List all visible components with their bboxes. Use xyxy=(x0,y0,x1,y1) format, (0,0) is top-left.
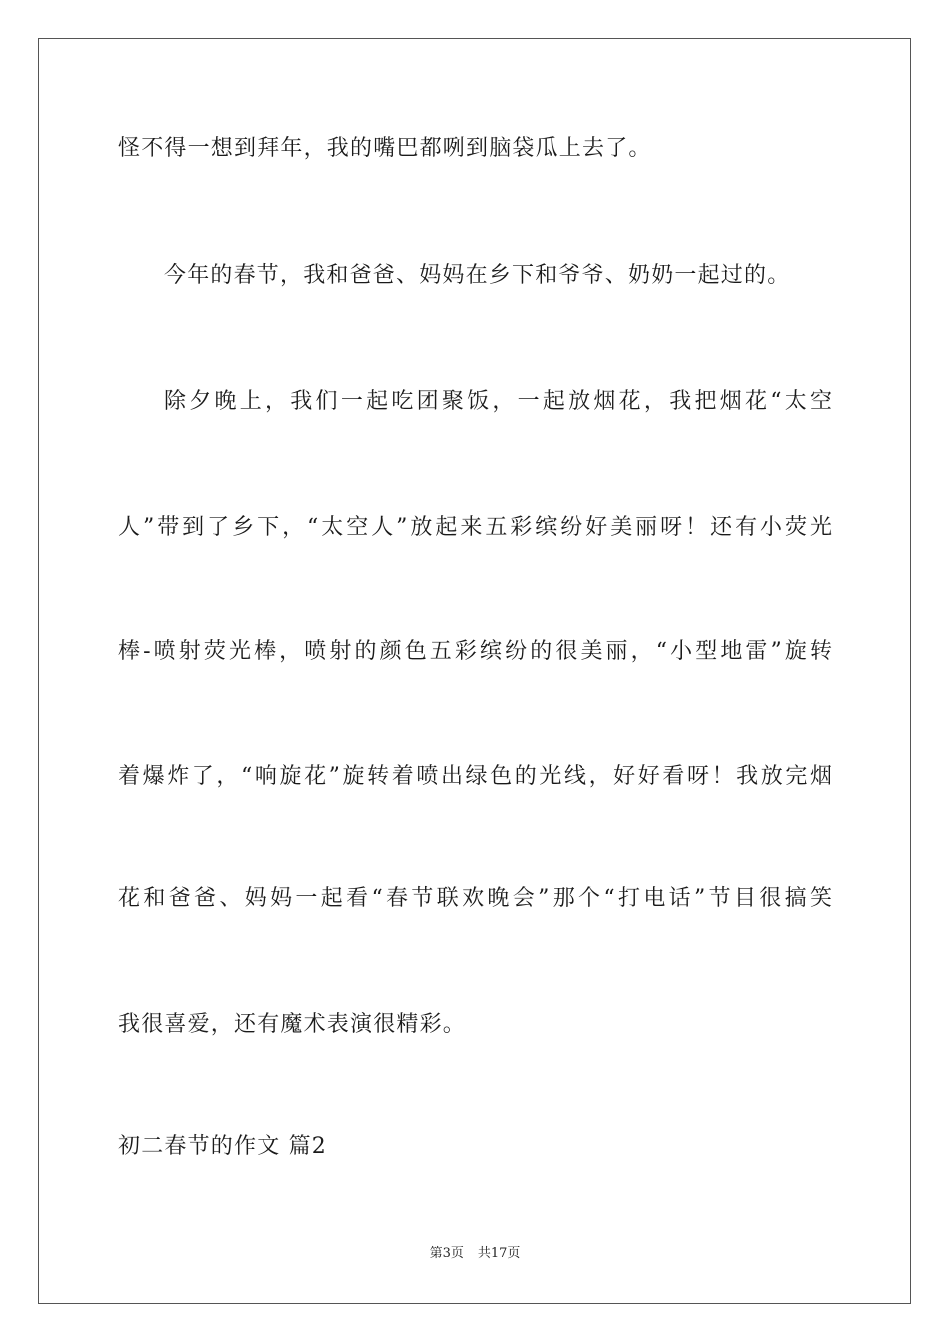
paragraph-line-5: 棒-喷射荧光棒，喷射的颜色五彩缤纷的很美丽，“小型地雷”旋转 xyxy=(118,639,832,664)
page-border xyxy=(38,38,911,1304)
page-footer xyxy=(0,1245,950,1263)
page-number: 第3页 xyxy=(429,1246,464,1261)
paragraph-line-8: 我很喜爱，还有魔术表演很精彩。 xyxy=(118,1012,467,1037)
paragraph-line-3: 除夕晚上，我们一起吃团聚饭，一起放烟花，我把烟花“太空 xyxy=(164,389,832,414)
page-total: 共17页 xyxy=(477,1246,521,1261)
paragraph-line-4: 人”带到了乡下，“太空人”放起来五彩缤纷好美丽呀！还有小荧光 xyxy=(118,515,832,540)
section-heading: 初二春节的作文 篇2 xyxy=(118,1134,327,1159)
paragraph-line-6: 着爆炸了，“响旋花”旋转着喷出绿色的光线，好好看呀！我放完烟 xyxy=(118,764,832,789)
paragraph-line-7: 花和爸爸、妈妈一起看“春节联欢晚会”那个“打电话”节目很搞笑 xyxy=(118,886,832,911)
paragraph-line-1: 怪不得一想到拜年，我的嘴巴都咧到脑袋瓜上去了。 xyxy=(118,136,652,161)
paragraph-line-2: 今年的春节，我和爸爸、妈妈在乡下和爷爷、奶奶一起过的。 xyxy=(164,263,791,288)
